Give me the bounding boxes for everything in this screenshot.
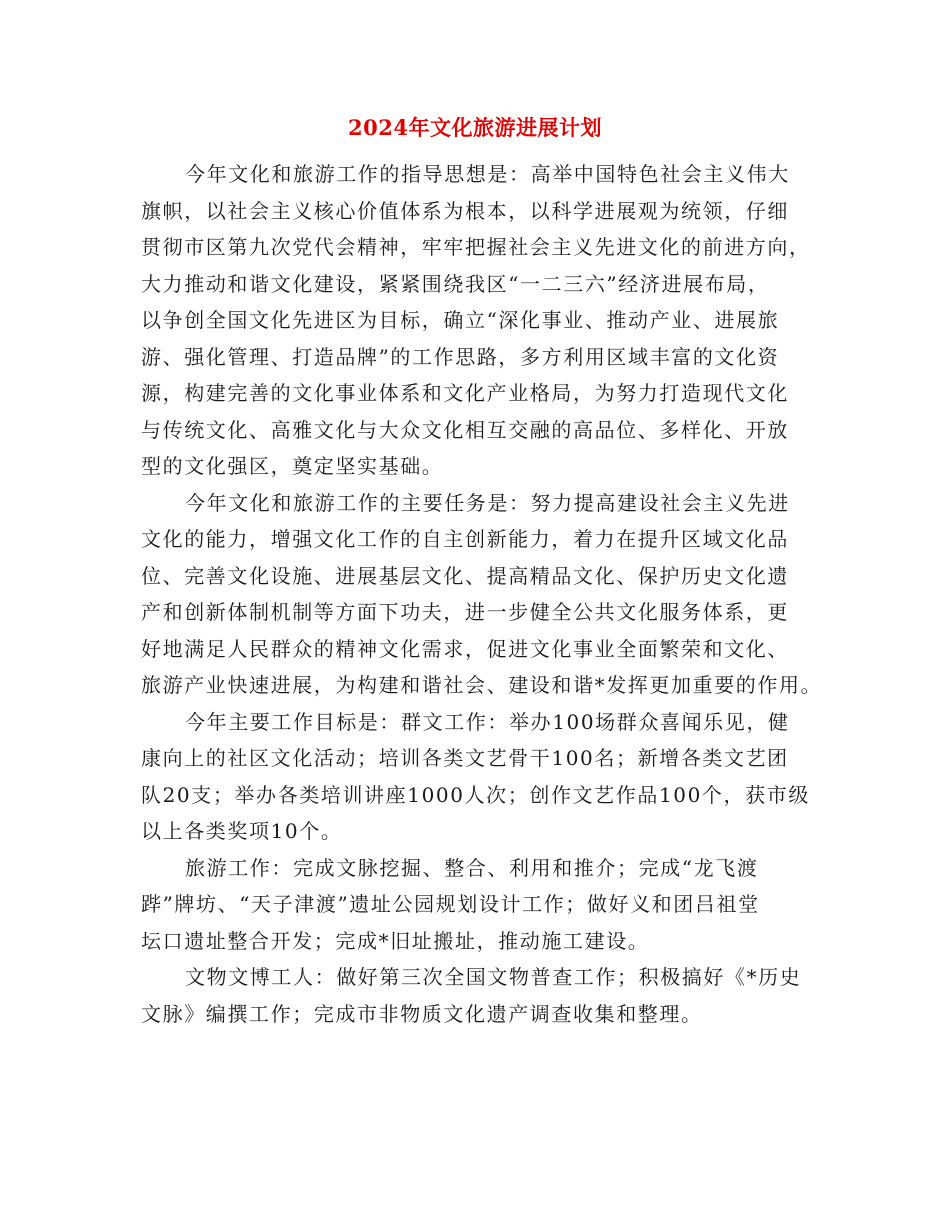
text-line: 型的文化强区，奠定坚实基础。 — [141, 454, 444, 478]
text-line: 与传统文化、高雅文化与大众文化相互交融的高品位、多样化、开放 — [141, 417, 789, 442]
text-line: 贯彻市区第九次党代会精神，牢牢把握社会主义先进文化的前进方向， — [141, 235, 811, 259]
text-line: 大力推动和谐文化建设，紧紧围绕我区“一二三六”经济进展布局， — [141, 271, 770, 296]
text-line: 旅游产业快速进展，为构建和谐社会、建设和谐*发挥更加重要的作用。 — [141, 673, 823, 697]
text-line: 旗帜，以社会主义核心价值体系为根本，以科学进展观为统领，仔细 — [141, 198, 789, 223]
text-line: 位、完善文化设施、进展基层文化、提高精品文化、保护历史文化遗 — [141, 563, 789, 588]
text-line: 康向上的社区文化活动；培训各类文艺骨干100名；新增各类文艺团 — [141, 746, 789, 770]
text-line: 以争创全国文化先进区为目标，确立“深化事业、推动产业、进展旅 — [141, 308, 780, 332]
text-line: 产和创新体制机制等方面下功夫，进一步健全公共文化服务体系，更 — [141, 600, 789, 624]
text-line: 以上各类奖项10个。 — [141, 819, 343, 843]
text-line: 源，构建完善的文化事业体系和文化产业格局，为努力打造现代文化 — [141, 381, 789, 405]
text-line: 队20支；举办各类培训讲座1000人次；创作文艺作品100个，获市级 — [141, 782, 810, 807]
document-body — [141, 156, 823, 1032]
text-line: 好地满足人民群众的精神文化需求，促进文化事业全面繁荣和文化、 — [141, 636, 789, 661]
text-line: 旅游工作：完成文脉挖掘、整合、利用和推介；完成“龙飞渡 — [185, 855, 759, 880]
text-line: 今年文化和旅游工作的主要任务是：努力提高建设社会主义先进 — [185, 490, 790, 515]
text-line: 坛口遗址整合开发；完成*旧址搬址，推动施工建设。 — [141, 928, 650, 953]
text-line: 今年文化和旅游工作的指导思想是：高举中国特色社会主义伟大 — [185, 162, 790, 186]
text-line: 跸”牌坊、“天子津渡”遗址公园规划设计工作；做好义和团吕祖堂 — [141, 892, 760, 916]
text-line: 文物文博工人：做好第三次全国文物普查工作；积极搞好《*历史 — [185, 965, 802, 989]
text-line: 游、强化管理、打造品牌”的工作思路，多方利用区域丰富的文化资 — [141, 344, 780, 369]
text-line: 今年主要工作目标是：群文工作：举办100场群众喜闻乐见，健 — [185, 709, 790, 734]
text-line: 文脉》编撰工作；完成市非物质文化遗产调查收集和整理。 — [141, 1001, 703, 1026]
text-line: 文化的能力，增强文化工作的自主创新能力，着力在提升区域文化品 — [141, 527, 789, 551]
document-title: 2024年文化旅游进展计划 — [348, 115, 602, 140]
